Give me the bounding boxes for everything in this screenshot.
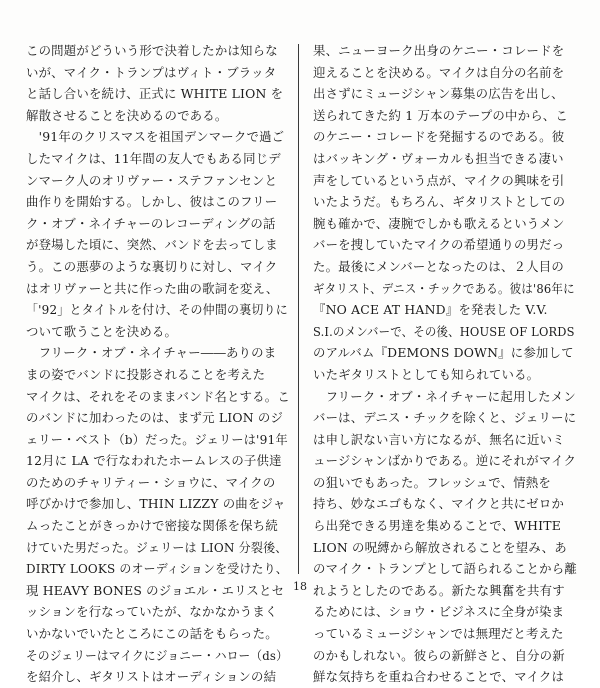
text-line: 果、ニューヨーク出身のケニー・コレードを [313,43,565,58]
text-line: いたようだ。もちろん、ギタリストとしての [313,194,566,210]
text-line: ムったことがきっかけで密接な関係を保ち続 [26,518,278,534]
page-number: 18 [293,580,307,593]
text-line: ギタリスト、デニス・チックである。彼は'86年に [313,280,575,296]
text-line: っているミュージシャンでは無理だと考えた [313,626,564,642]
text-line: 声をしているという点が、マイクの興味を引 [313,172,565,188]
text-line: いが、マイク・トランプはヴィト・ブラッタ [26,64,277,80]
text-line: 送られてきた約 1 万本のテープの中から、こ [313,107,568,123]
text-line: れようとしたのである。新たな興奮を共有す [313,582,565,598]
text-line: けていた男だった。ジェリーは LION 分裂後、 [26,539,288,555]
text-line: のためのチャリティー・ショウに、マイクの [26,474,276,490]
text-line: フリーク・オブ・ネイチャー――ありのま [26,345,277,361]
text-line: のマイク・トランプとして語られることから離 [313,561,577,577]
text-line: ェリー・ベスト（b）だった。ジェリーは'91年 [26,431,288,447]
text-line: のアルバム『DEMONS DOWN』に参加して [313,345,574,361]
text-line: いたギタリストとしても知られている。 [313,366,540,382]
text-line: ュージシャンばかりである。逆にそれがマイク [313,453,577,469]
text-line: のケニー・コレードを発掘するのである。彼 [313,129,565,145]
text-line: マイクは、それをそのままバンド名とする。こ [26,388,290,404]
text-line: るためには、ショウ・ビジネスに全身が染ま [313,604,565,620]
text-line: 呼びかけで参加し、THIN LIZZY の曲をジャ [26,496,286,512]
column-divider [298,44,299,574]
text-line: 解散させることを決めるのである。 [26,107,228,123]
text-line: を紹介し、ギタリストはオーディションの結 [26,669,277,685]
text-line: まの姿でバンドに投影されることを考えた [26,366,266,382]
text-line: はオリヴァーと共に作った曲の歌詞を変え、 [26,280,279,296]
text-line: 現 HEAVY BONES のジョエル・エリスとセ [26,582,285,598]
text-line: 鮮な気持ちを重ね合わせることで、マイクは [313,669,565,685]
text-line: フリーク・オブ・ネイチャーに起用したメン [313,388,576,404]
text-line: '91年のクリスマスを祖国デンマークで過ご [26,129,285,145]
text-line: のバンドに加わったのは、まず元 LION のジ [26,410,284,426]
text-line: この問題がどういう形で決着したかは知らな [26,43,278,58]
text-line: は申し訳ない言い方になるが、無名に近いミ [313,431,565,447]
text-line: したマイクは、11年間の友人でもある同じデ [26,150,281,166]
text-line: そのジェリーはマイクにジョニー・ハロー（ds） [26,647,288,663]
text-line: 「'92」とタイトルを付け、その仲間の裏切りに [26,302,288,318]
text-line: 12月に LA で行なわれたホームレスの子供達 [26,453,282,469]
text-line: 持ち、妙なエゴもなく、マイクと共にゼロか [313,496,565,512]
text-line: 曲作りを開始する。しかし、彼はこのフリー [26,194,278,210]
text-line: S.I.のメンバーで、その後、HOUSE OF LORDS [313,323,575,339]
text-line: ッションを行なっていたが、なかなかうまく [26,604,278,620]
text-line: DIRTY LOOKS のオーディションを受けたり、 [26,561,288,577]
text-line: はバッキング・ヴォーカルも担当できる凄い [313,150,564,166]
text-line: バーを捜していたマイクの希望通りの男だっ [313,237,565,253]
text-line: う。この悪夢のような裏切りに対し、マイク [26,258,278,274]
text-line: いかないでいたところにこの話をもらった。 [26,626,278,642]
text-line: ンマーク人のオリヴァー・ステファンセンと [26,172,278,188]
text-line: が登場した頃に、突然、バンドを去ってしま [26,237,278,253]
text-line: 出さずにミュージシャン募集の広告を出し、 [313,86,564,102]
text-line: バーは、デニス・チックを除くと、ジェリーに [313,410,577,426]
text-line: LION の呪縛から解放されることを望み、あ [313,539,567,555]
text-line: 『NO ACE AT HAND』を発表した V.V. [313,302,548,318]
text-line: ク・オブ・ネイチャーのレコーディングの話 [26,215,276,231]
text-line: 迎えることを決める。マイクは自分の名前を [313,64,565,80]
text-line: 腕も確かで、凄腕でしかも歌えるというメン [313,215,565,231]
text-line: と話し合いを続け、正式に WHITE LION を [26,86,284,102]
text-line: のかもしれない。彼らの新鮮さと、自分の新 [313,647,565,663]
text-line: ついて歌うことを決める。 [26,323,178,339]
text-line: ら出発できる男達を集めることで、WHITE [313,518,561,534]
text-line: の狙いでもあった。フレッシュで、情熱を [313,474,551,490]
text-line: た。最後にメンバーとなったのは、２人目の [313,258,564,274]
